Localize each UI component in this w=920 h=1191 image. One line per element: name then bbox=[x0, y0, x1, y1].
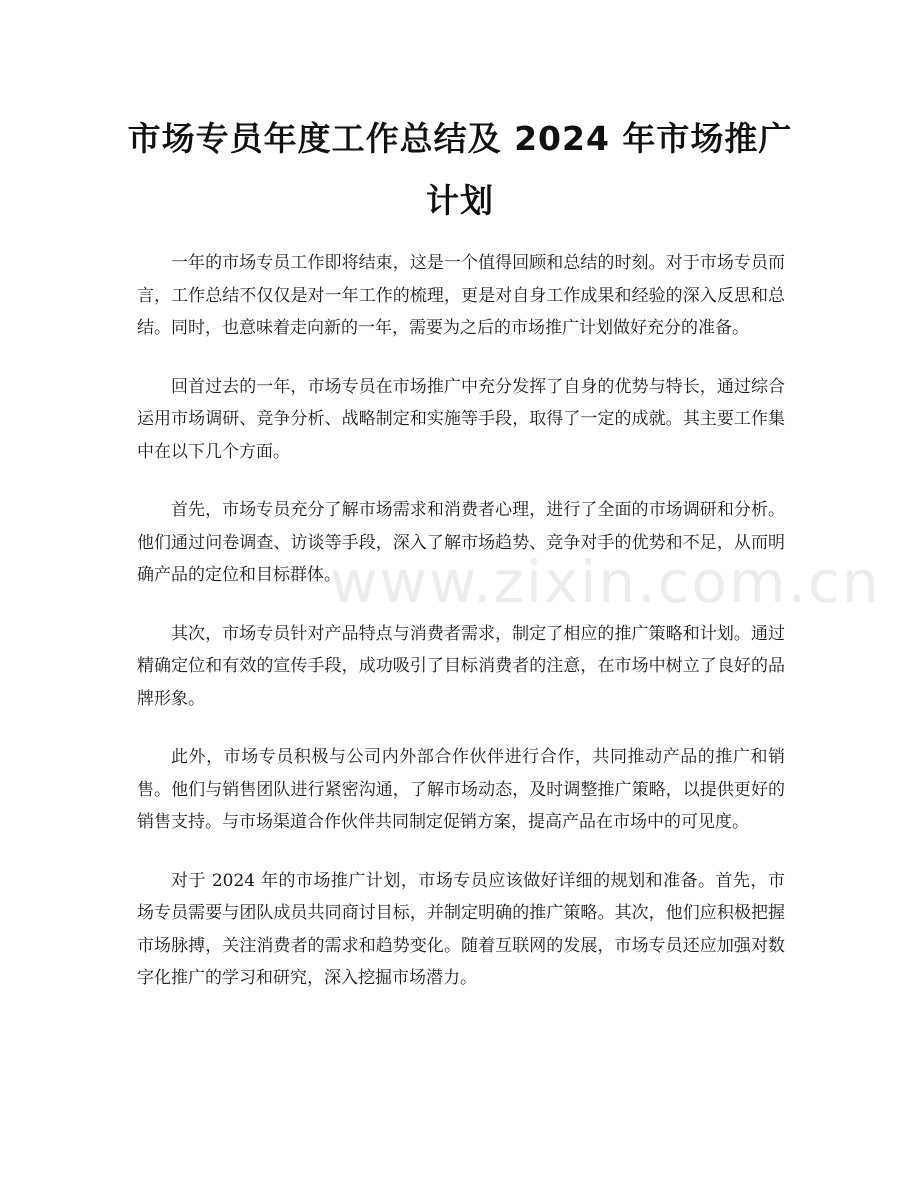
paragraph-5: 此外，市场专员积极与公司内外部合作伙伴进行合作，共同推动产品的推广和销售。他们与销售团队进行紧密沟通，了解市场动态，及时调整推广策略，以提供更好的销售支持。与市场渠道合作伙伴共同制定促销方案，提高产品在市场中的可见度。 bbox=[137, 747, 785, 832]
paragraph-1: 一年的市场专员工作即将结束，这是一个值得回顾和总结的时刻。对于市场专员而言，工作总结不仅仅是对一年工作的梳理，更是对自身工作成果和经验的深入反思和总结。同时，也意味着走向新的一年，需要为之后的市场推广计划做好充分的准备。 bbox=[137, 253, 785, 338]
watermark-text: www.zixin.com.cn bbox=[330, 548, 881, 616]
paragraph-4: 其次，市场专员针对产品特点与消费者需求，制定了相应的推广策略和计划。通过精确定位和有效的宣传手段，成功吸引了目标消费者的注意，在市场中树立了良好的品牌形象。 bbox=[137, 623, 785, 709]
paragraph-2: 回首过去的一年，市场专员在市场推广中充分发挥了自身的优势与特长，通过综合运用市场调研、竞争分析、战略制定和实施等手段，取得了一定的成就。其主要工作集中在以下几个方面。 bbox=[137, 376, 785, 462]
document-body bbox=[137, 247, 785, 1021]
document-title: 市场专员年度工作总结及 2024 年市场推广计划 bbox=[127, 119, 793, 220]
paragraph-6: 对于 2024 年的市场推广计划，市场专员应该做好详细的规划和准备。首先，市场专员需要与团队成员共同商讨目标，并制定明确的推广策略。其次，他们应积极把握市场脉搏，关注消费者的需求和趋势变化。随着互联网的发展，市场专员还应加强对数字化推广的学习和研究，深入挖掘市场潜力。 bbox=[137, 870, 785, 988]
paragraph-3: 首先，市场专员充分了解市场需求和消费者心理，进行了全面的市场调研和分析。他们通过问卷调查、访谈等手段，深入了解市场趋势、竞争对手的优势和不足，从而明确产品的定位和目标群体。 bbox=[137, 500, 785, 585]
